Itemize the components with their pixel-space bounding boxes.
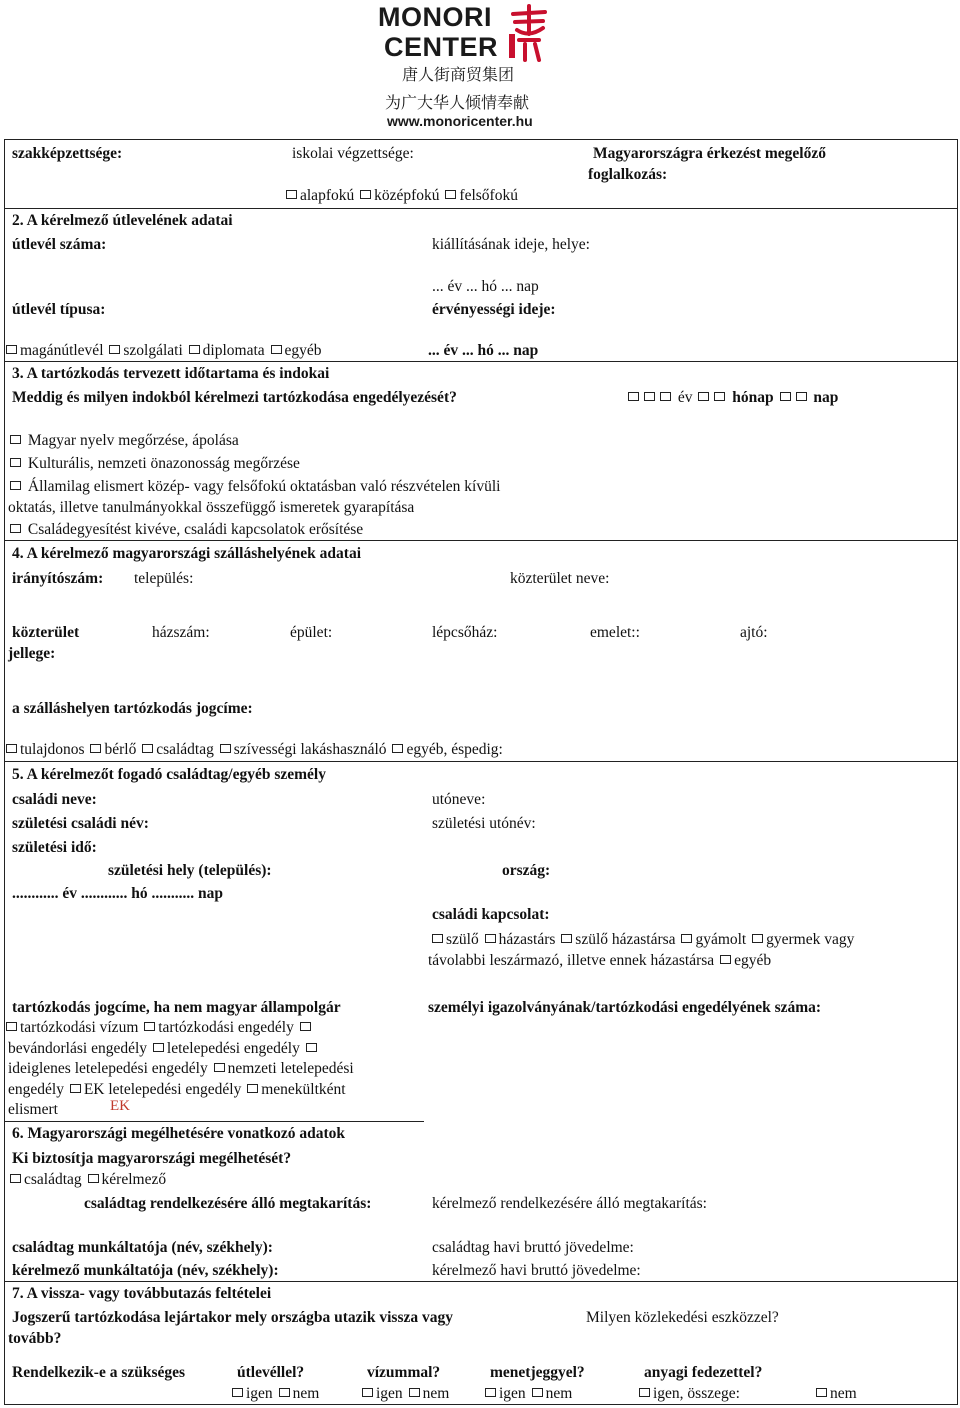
kerelmezo-megelhetes-label: kérelmező bbox=[101, 1171, 167, 1188]
szakkepzettsege-label: szakképzettsége: bbox=[12, 145, 123, 162]
utlevel-tipus-options bbox=[4, 342, 322, 360]
epulet-label: épület: bbox=[290, 624, 333, 641]
checkbox-honap-2[interactable] bbox=[714, 392, 725, 401]
egyeb-utlevel-label: egyéb bbox=[284, 342, 322, 359]
anyagi-label: anyagi fedezettel? bbox=[644, 1364, 763, 1381]
jovedelem-cs-label: családtag havi bruttó jövedelme: bbox=[432, 1239, 634, 1256]
checkbox-felsofoku[interactable] bbox=[445, 190, 456, 199]
elismert-label: elismert bbox=[8, 1101, 58, 1118]
kozepfoku-label: középfokú bbox=[374, 187, 440, 204]
szuletesi-csaladi-label: születési családi név: bbox=[12, 815, 149, 832]
anyagi-yesno bbox=[637, 1385, 740, 1403]
anyagi-nem-label: nem bbox=[830, 1385, 857, 1402]
section-4-title: 4. A kérelmező magyarországi szálláshelyének adatai bbox=[12, 545, 361, 562]
jogcim-row-2 bbox=[8, 1040, 320, 1058]
menetjegy-nem-label: nem bbox=[545, 1385, 573, 1402]
kozlekedes-label: Milyen közlekedési eszközzel? bbox=[586, 1309, 779, 1326]
megtakaritas-k-label: kérelmező rendelkezésére álló megtakarítás: bbox=[432, 1195, 707, 1212]
checkbox-letelepedesi[interactable] bbox=[153, 1043, 164, 1052]
menetjegy-yesno bbox=[483, 1385, 572, 1403]
checkbox-tartozkodasi-engedely[interactable] bbox=[144, 1022, 155, 1031]
csaladi-neve-label: családi neve: bbox=[12, 791, 97, 808]
berlo-label: bérlő bbox=[104, 741, 137, 758]
maganutlevel-label: magánútlevél bbox=[20, 342, 104, 359]
section-3-question: Meddig és milyen indokból kérelmezi tartózkodása engedélyezését? bbox=[12, 389, 457, 406]
reason-4-label: Családegyesítést kivéve, családi kapcsolatok erősítése bbox=[27, 521, 364, 538]
reason-2-label: Kulturális, nemzeti önazonosság megőrzése bbox=[27, 455, 300, 472]
checkbox-anyagi-nem[interactable] bbox=[816, 1388, 827, 1397]
magyarorszagra-label-1: Magyarországra érkezést megelőző bbox=[593, 145, 826, 162]
checkbox-utlevel-igen[interactable] bbox=[232, 1388, 243, 1397]
iskolai-label: iskolai végzettsége: bbox=[292, 145, 414, 162]
jogcim-row-4 bbox=[8, 1081, 346, 1099]
lepcsohaz-label: lépcsőház: bbox=[432, 624, 498, 641]
engedely-label: engedély bbox=[8, 1081, 64, 1098]
gyamolt-label: gyámolt bbox=[695, 931, 747, 948]
checkbox-ideiglenes[interactable] bbox=[306, 1043, 317, 1052]
utlevel-tipusa-label: útlevél típusa: bbox=[12, 301, 106, 318]
szemelyi-label: személyi igazolványának/tartózkodási engedélyének száma: bbox=[428, 999, 822, 1016]
checkbox-hazastars[interactable] bbox=[485, 934, 496, 943]
ev-label: év bbox=[677, 389, 693, 406]
menetjegy-igen-label: igen bbox=[499, 1385, 526, 1402]
kapcsolat-options bbox=[430, 931, 854, 949]
checkbox-ek-letelepedesi[interactable] bbox=[70, 1084, 81, 1093]
checkbox-tulajdonos[interactable] bbox=[6, 744, 17, 753]
honap-label: hónap bbox=[732, 389, 774, 406]
checkbox-vizum-igen[interactable] bbox=[362, 1388, 373, 1397]
vegzettseg-options bbox=[284, 187, 518, 205]
utoneve-label: utóneve: bbox=[432, 791, 486, 808]
section-5-title: 5. A kérelmezőt fogadó családtag/egyéb személy bbox=[12, 766, 326, 783]
alapfoku-label: alapfokú bbox=[300, 187, 355, 204]
divider bbox=[4, 540, 957, 541]
kozterulet-label: közterület bbox=[12, 624, 80, 641]
nap-label: nap bbox=[813, 389, 839, 406]
vizum-nem-label: nem bbox=[422, 1385, 450, 1402]
checkbox-szulo-hazastarsa[interactable] bbox=[561, 934, 572, 943]
checkbox-reason-4[interactable] bbox=[10, 524, 21, 533]
nemzeti-label: nemzeti letelepedési bbox=[227, 1060, 354, 1077]
section-6-title: 6. Magyarországi megélhetésére vonatkozó adatok bbox=[12, 1125, 346, 1142]
utlevel-nem-label: nem bbox=[292, 1385, 320, 1402]
jovedelem-k-label: kérelmező havi bruttó jövedelme: bbox=[432, 1262, 641, 1279]
csaladtag-megelhetes-label: családtag bbox=[24, 1171, 82, 1188]
reason-option-2 bbox=[8, 455, 300, 473]
diplomata-label: diplomata bbox=[202, 342, 265, 359]
jellege-label: jellege: bbox=[8, 645, 56, 662]
checkbox-maganutlevel[interactable] bbox=[6, 345, 17, 354]
vizum-yesno bbox=[360, 1385, 449, 1403]
ek-letelepedesi-label: EK letelepedési engedély bbox=[83, 1081, 242, 1098]
frame-bottom bbox=[4, 1404, 957, 1405]
checkbox-menetjegy-nem[interactable] bbox=[532, 1388, 543, 1397]
jogcim-row-1 bbox=[4, 1019, 314, 1037]
checkbox-reason-2[interactable] bbox=[10, 458, 21, 467]
szivessegi-label: szívességi lakáshasználó bbox=[233, 741, 387, 758]
reason-1-label: Magyar nyelv megőrzése, ápolása bbox=[27, 432, 239, 449]
checkbox-csaladtag-megelhetes[interactable] bbox=[10, 1174, 21, 1183]
checkbox-ev-2[interactable] bbox=[644, 392, 655, 401]
checkbox-honap-1[interactable] bbox=[698, 392, 709, 401]
munkaltato-k-label: kérelmező munkáltatója (név, székhely): bbox=[12, 1262, 279, 1279]
checkbox-menekult[interactable] bbox=[247, 1084, 258, 1093]
rendelkezik-label: Rendelkezik-e a szükséges bbox=[12, 1364, 186, 1381]
szuletesi-ido-label: születési idő: bbox=[12, 839, 97, 856]
tartozkodasi-vizum-label: tartózkodási vízum bbox=[20, 1019, 139, 1036]
csaladtag-label: családtag bbox=[156, 741, 214, 758]
megtakaritas-cs-label: családtag rendelkezésére álló megtakarítás: bbox=[84, 1195, 372, 1212]
logo-seal-icon bbox=[505, 4, 553, 62]
ervenyesseg-label: érvényességi ideje: bbox=[432, 301, 556, 318]
tartozkodasi-engedely-label: tartózkodási engedély bbox=[158, 1019, 294, 1036]
frame-right bbox=[957, 139, 958, 1405]
magyarorszagra-label-2: foglalkozás: bbox=[588, 166, 668, 183]
reason-option-3-cont: oktatás, illetve tanulmányokkal összefüggő ismeretek gyarapítása bbox=[8, 499, 415, 516]
jogcim-label: a szálláshelyen tartózkodás jogcíme: bbox=[12, 700, 253, 717]
frame-left bbox=[4, 139, 5, 1405]
szolgalati-label: szolgálati bbox=[123, 342, 183, 359]
checkbox-diplomata[interactable] bbox=[189, 345, 200, 354]
munkaltato-cs-label: családtag munkáltatója (név, székhely): bbox=[12, 1239, 273, 1256]
tavolabbi-label: távolabbi leszármazó, illetve ennek házastársa bbox=[428, 952, 715, 969]
kiallitas-label: kiállításának ideje, helye: bbox=[432, 236, 590, 253]
checkbox-tartozkodasi-vizum[interactable] bbox=[6, 1022, 17, 1031]
section-7-title: 7. A vissza- vagy továbbutazás feltételei bbox=[12, 1285, 272, 1302]
checkbox-menetjegy-igen[interactable] bbox=[485, 1388, 496, 1397]
checkbox-nemzeti[interactable] bbox=[214, 1063, 225, 1072]
checkbox-reason-3[interactable] bbox=[10, 481, 21, 490]
utlevel-igen-label: igen bbox=[246, 1385, 273, 1402]
section-6-question: Ki biztosítja magyarországi megélhetését? bbox=[12, 1150, 292, 1167]
checkbox-szivessegi[interactable] bbox=[220, 744, 231, 753]
szuletesi-utonev-label: születési utónév: bbox=[432, 815, 536, 832]
section-2-title: 2. A kérelmező útlevelének adatai bbox=[12, 212, 233, 229]
logo-line2: CENTER bbox=[384, 32, 499, 62]
ideiglenes-label: ideiglenes letelepedési engedély bbox=[8, 1060, 208, 1077]
csaladi-kapcsolat-label: családi kapcsolat: bbox=[432, 906, 550, 923]
checkbox-utlevel-nem[interactable] bbox=[279, 1388, 290, 1397]
bevandorlasi-label: bevándorlási engedély bbox=[8, 1040, 148, 1057]
letelepedesi-label: letelepedési engedély bbox=[166, 1040, 300, 1057]
utlevel-yesno bbox=[230, 1385, 319, 1403]
jogcim-options bbox=[4, 741, 503, 759]
section-3-title: 3. A tartózkodás tervezett időtartama és indokai bbox=[12, 365, 330, 382]
anyagi-nem bbox=[814, 1385, 857, 1403]
divider bbox=[4, 761, 957, 762]
vizummal-label: vízummal? bbox=[367, 1364, 441, 1381]
utlevellel-label: útlevéllel? bbox=[237, 1364, 305, 1381]
divider bbox=[4, 208, 957, 209]
hazszam-label: házszám: bbox=[152, 624, 210, 641]
logo-line1: MONORI bbox=[378, 2, 492, 32]
szuletesi-hely-label: születési hely (település): bbox=[108, 862, 272, 879]
checkbox-vizum-nem[interactable] bbox=[409, 1388, 420, 1397]
checkbox-alapfoku[interactable] bbox=[286, 190, 297, 199]
reason-option-1 bbox=[8, 432, 239, 450]
checkbox-gyermek[interactable] bbox=[752, 934, 763, 943]
checkbox-berlo[interactable] bbox=[90, 744, 101, 753]
tulajdonos-label: tulajdonos bbox=[20, 741, 85, 758]
menetjegy-label: menetjeggyel? bbox=[490, 1364, 585, 1381]
divider bbox=[4, 1121, 424, 1122]
kapcsolat-options-2 bbox=[428, 952, 771, 970]
utlevel-szama-label: útlevél száma: bbox=[12, 236, 107, 253]
jogszeru-label-1: Jogszerű tartózkodása lejártakor mely országba utazik vissza vagy bbox=[12, 1309, 453, 1326]
egyeb-kapcsolat-label: egyéb bbox=[734, 952, 772, 969]
ek-annotation: EK bbox=[110, 1098, 130, 1114]
checkbox-ev-3[interactable] bbox=[660, 392, 671, 401]
szulo-hazastarsa-label: szülő házastársa bbox=[575, 931, 676, 948]
logo-chinese2: 为广大华人倾情奉献 bbox=[385, 93, 530, 112]
szulo-label: szülő bbox=[446, 931, 479, 948]
checkbox-szolgalati[interactable] bbox=[109, 345, 120, 354]
felsofoku-label: felsőfokú bbox=[459, 187, 518, 204]
telepules-label: település: bbox=[134, 570, 194, 587]
vizum-igen-label: igen bbox=[376, 1385, 403, 1402]
frame-top bbox=[4, 139, 957, 140]
logo-url: www.monoricenter.hu bbox=[387, 113, 533, 129]
logo-chinese1: 唐人街商贸集团 bbox=[402, 65, 515, 84]
duration-field bbox=[626, 389, 838, 407]
szuletesi-date: ............ év ............ hó ........... nap bbox=[12, 885, 223, 902]
checkbox-szulo[interactable] bbox=[432, 934, 443, 943]
jogcim-row-3 bbox=[8, 1060, 354, 1078]
menekult-label: menekültként bbox=[261, 1081, 346, 1098]
checkbox-gyamolt[interactable] bbox=[681, 934, 692, 943]
ervenyesseg-date: ... év ... hó ... nap bbox=[428, 342, 539, 359]
orszag-label: ország: bbox=[502, 862, 551, 879]
checkbox-kerelmezo-megelhetes[interactable] bbox=[88, 1174, 99, 1183]
reason-3-label: Államilag elismert közép- vagy felsőfokú oktatásban való részvételen kívüli bbox=[27, 478, 501, 495]
checkbox-ev-1[interactable] bbox=[628, 392, 639, 401]
checkbox-egyeb-utlevel[interactable] bbox=[271, 345, 282, 354]
reason-option-3 bbox=[8, 478, 500, 496]
divider bbox=[4, 1281, 957, 1282]
ajto-label: ajtó: bbox=[740, 624, 768, 641]
gyermek-label: gyermek vagy bbox=[766, 931, 855, 948]
checkbox-csaladtag[interactable] bbox=[142, 744, 153, 753]
kiallitas-date: ... év ... hó ... nap bbox=[432, 278, 539, 295]
checkbox-nap-1[interactable] bbox=[780, 392, 791, 401]
checkbox-nap-2[interactable] bbox=[796, 392, 807, 401]
anyagi-igen-label: igen, összege: bbox=[653, 1385, 740, 1402]
egyeb-szallas-label: egyéb, éspedig: bbox=[406, 741, 503, 758]
hazastars-label: házastárs bbox=[498, 931, 556, 948]
jogcim-allampolgar-label: tartózkodás jogcíme, ha nem magyar állampolgár bbox=[12, 999, 341, 1016]
reason-option-4 bbox=[8, 521, 363, 539]
checkbox-egyeb-szallas[interactable] bbox=[392, 744, 403, 753]
emelet-label: emelet:: bbox=[590, 624, 640, 641]
kozterulet-neve-label: közterület neve: bbox=[510, 570, 610, 587]
iranyitoszam-label: irányítószám: bbox=[12, 570, 104, 587]
checkbox-reason-1[interactable] bbox=[10, 435, 21, 444]
checkbox-anyagi-igen[interactable] bbox=[639, 1388, 650, 1397]
checkbox-bevandorlasi[interactable] bbox=[300, 1022, 311, 1031]
jogszeru-label-2: tovább? bbox=[8, 1330, 62, 1347]
checkbox-kozepfoku[interactable] bbox=[360, 190, 371, 199]
divider bbox=[4, 361, 957, 362]
megelhetes-options bbox=[8, 1171, 166, 1189]
checkbox-egyeb-kapcsolat[interactable] bbox=[720, 955, 731, 964]
